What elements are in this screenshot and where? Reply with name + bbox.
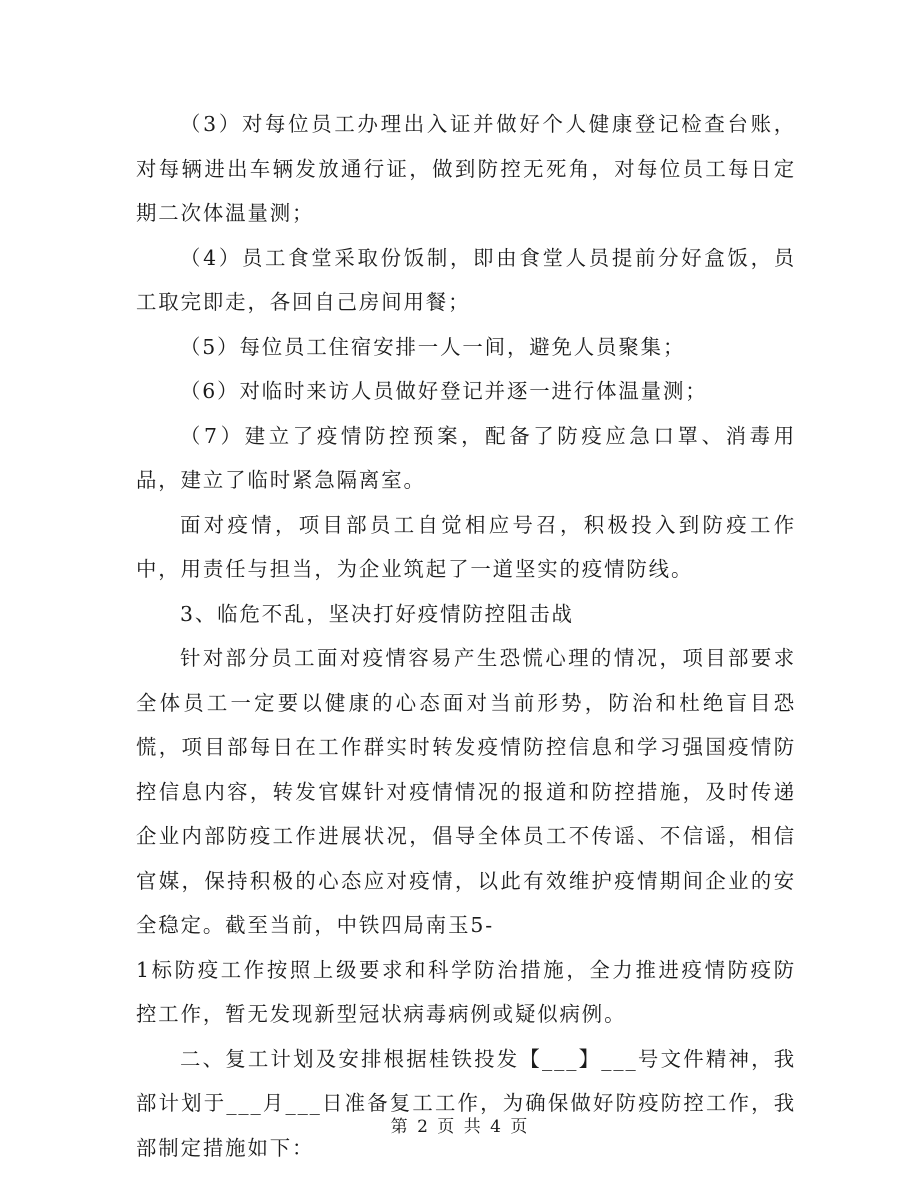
paragraph-item-7: （7）建立了疫情防控预案，配备了防疫应急口罩、消毒用品，建立了临时紧急隔离室。 — [136, 423, 796, 492]
document-body — [136, 102, 796, 1170]
page-number: 第 2 页 共 4 页 — [390, 1117, 530, 1137]
section-heading-2: 二、复工计划及安排根据桂铁投发【___】___号文件精神，我部计划于___月___日准备复工工作，为确保做好防疫防控工作，我部制定措施如下： — [136, 1046, 796, 1160]
section-heading-3: 3、临危不乱，坚决打好疫情防控阻击战 — [180, 601, 574, 626]
paragraph-summary: 面对疫情，项目部员工自觉相应号召，积极投入到防疫工作中，用责任与担当，为企业筑起了一道坚实的疫情防线。 — [136, 512, 796, 581]
paragraph-item-3: （3）对每位员工办理出入证并做好个人健康登记检查台账，对每辆进出车辆发放通行证，做到防控无死角，对每位员工每日定期二次体温量测； — [136, 112, 796, 225]
paragraph-continuation: 1标防疫工作按照上级要求和科学防治措施，全力推进疫情防疫防控工作，暂无发现新型冠状病毒病例或疑似病例。 — [136, 957, 796, 1026]
paragraph-item-4: （4）员工食堂采取份饭制，即由食堂人员提前分好盒饭，员工取完即走，各回自己房间用餐； — [136, 245, 796, 314]
paragraph-item-5: （5）每位员工住宿安排一人一间，避免人员聚集； — [180, 334, 686, 359]
paragraph-response: 针对部分员工面对疫情容易产生恐慌心理的情况，项目部要求全体员工一定要以健康的心态面对当前形势，防治和杜绝盲目恐慌，项目部每日在工作群实时转发疫情防控信息和学习强国疫情防控信息内容，转发官媒针对疫情情况的报道和防控措施，及时传递企业内部防疫工作进展状况，倡导全体员工不传谣、不信谣，相信官媒，保持积极的心态应对疫情，以此有效维护疫情期间企业的安全稳定。截至当前，中铁四局南玉5- — [136, 646, 796, 937]
paragraph-item-6: （6）对临时来访人员做好登记并逐一进行体温量测； — [180, 379, 708, 403]
